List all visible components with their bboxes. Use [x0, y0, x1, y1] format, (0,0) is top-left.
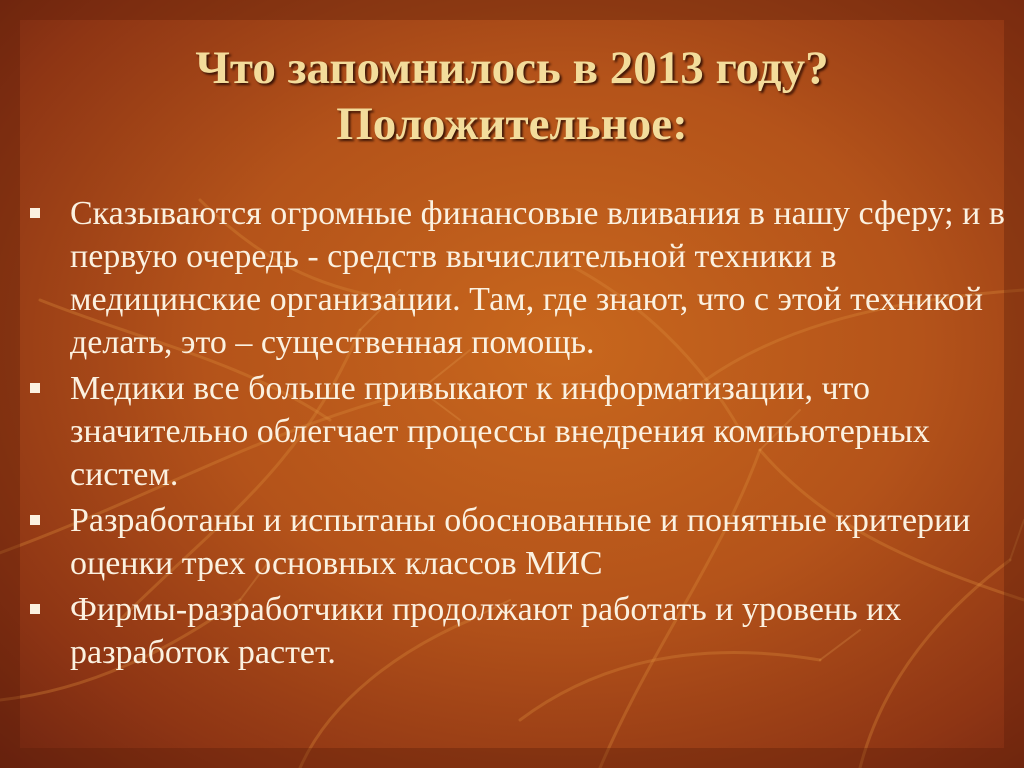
bullet-item [30, 499, 1015, 585]
bullet-list [30, 192, 1015, 677]
square-bullet-icon [30, 604, 40, 614]
bullet-text: Разработаны и испытаны обоснованные и понятные критерии оценки трех основных классов МИС [70, 502, 971, 582]
bullet-text: Сказываются огромные финансовые вливания в нашу сферу; и в первую очередь - средств вычислительной техники в медицинские организации. Там, где знают, что с этой техникой делать, это – существенная помощь. [70, 195, 1005, 361]
bullet-text: Медики все больше привыкают к информатизации, что значительно облегчает процессы внедрения компьютерных систем. [70, 370, 930, 493]
bullet-item [30, 588, 1015, 674]
bullet-text: Фирмы-разработчики продолжают работать и уровень их разработок растет. [70, 591, 902, 671]
bullet-item [30, 367, 1015, 496]
slide-title-line-1: Что запомнилось в 2013 году? [195, 42, 829, 94]
square-bullet-icon [30, 515, 40, 525]
square-bullet-icon [30, 208, 40, 218]
bullet-item [30, 192, 1015, 364]
slide-title [0, 40, 1024, 152]
square-bullet-icon [30, 383, 40, 393]
slide-title-line-2: Положительное: [336, 98, 688, 150]
